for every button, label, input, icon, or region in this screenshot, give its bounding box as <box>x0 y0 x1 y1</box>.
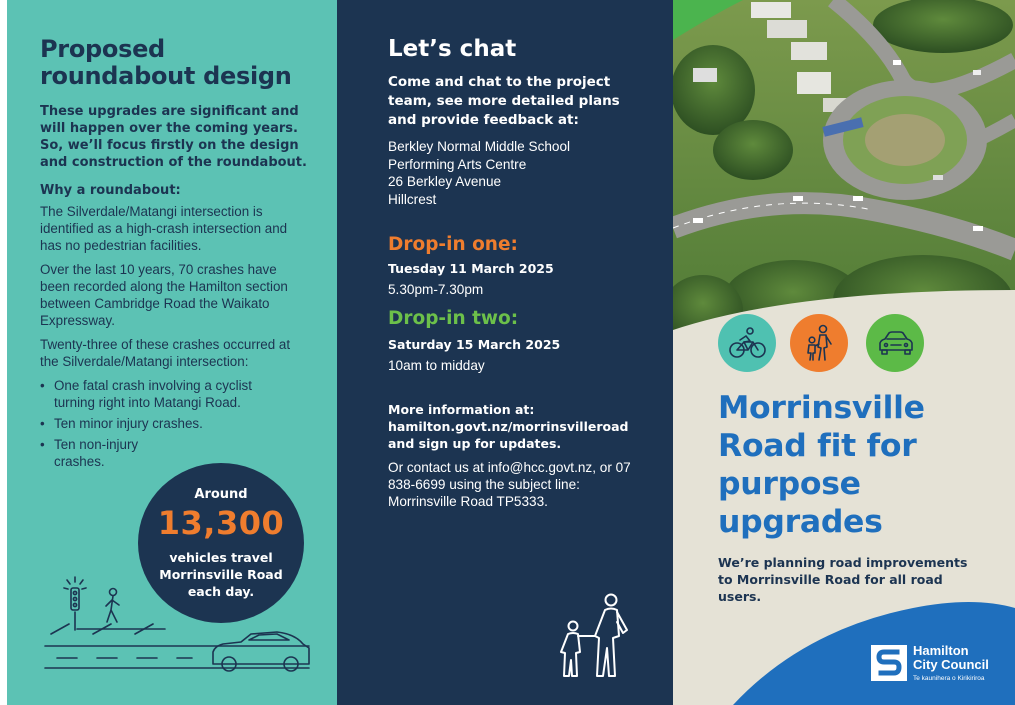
drop-in-two-title: Drop-in two: <box>388 308 519 329</box>
pedestrian-crossing-traffic-light-car-icon <box>37 572 317 682</box>
panel-title: Let’s chat <box>388 36 517 62</box>
panel-title <box>40 36 330 90</box>
title-line-1: Proposed <box>40 35 165 63</box>
stat-top-text: Around <box>194 487 248 502</box>
logo-line-2: City Council <box>913 657 989 672</box>
logo-line-3: Te kaunihera o Kirikiriroa <box>913 675 985 682</box>
address-line: Hillcrest <box>388 191 437 207</box>
list-item: • Ten non-injury crashes. <box>40 436 154 470</box>
stat-number: 13,300 <box>157 504 285 542</box>
venue-address <box>388 138 648 208</box>
stat-bottom-text: vehicles travel Morrinsville Road each day. <box>159 550 283 599</box>
drop-in-two-date: Saturday 15 March 2025 <box>388 337 561 352</box>
car-icon <box>866 314 924 372</box>
list-item: • Ten minor injury crashes. <box>40 415 270 432</box>
address-line: Performing Arts Centre <box>388 156 527 172</box>
crash-list <box>40 377 270 474</box>
roundabout-design-panel <box>7 0 337 705</box>
drop-in-one-time: 5.30pm-7.30pm <box>388 282 484 297</box>
title-line-2: roundabout design <box>40 62 292 90</box>
drop-in-two-time: 10am to midday <box>388 358 485 373</box>
paragraph-crashes: Over the last 10 years, 70 crashes have been recorded along the Hamilton section between Cambridge Road the Waikato Expressway. <box>40 262 288 328</box>
list-item: • One fatal crash involving a cyclist turning right into Matangi Road. <box>40 377 270 411</box>
address-line: 26 Berkley Avenue <box>388 174 502 189</box>
council-mark-icon <box>871 645 907 681</box>
paragraph-intersection-crashes: Twenty-three of these crashes occurred at the Silverdale/Matangi intersection: <box>40 337 291 369</box>
pedestrians-icon <box>790 314 848 372</box>
cover-panel <box>673 0 1015 705</box>
logo-line-1: Hamilton <box>913 643 969 658</box>
lets-chat-panel <box>337 0 673 705</box>
cover-subtitle: We’re planning road improvements to Morrinsville Road for all road users. <box>718 555 968 604</box>
drop-in-one-date: Tuesday 11 March 2025 <box>388 261 554 276</box>
why-heading: Why a roundabout: <box>40 183 181 198</box>
contact-text: Or contact us at info@hcc.govt.nz, or 07 838-6699 using the subject line: Morrinsville Road TP5333. <box>388 460 631 509</box>
hamilton-city-council-logo-icon <box>871 643 1001 689</box>
drop-in-one-title: Drop-in one: <box>388 234 518 255</box>
roundabout-aerial-render-image <box>673 0 1015 345</box>
cyclist-icon <box>718 314 776 372</box>
lead-text: Come and chat to the project team, see more detailed plans and provide feedback at: <box>388 74 620 128</box>
lead-text: These upgrades are significant and will happen over the coming years. So, we’ll focus firstly on the design and construction of the roundabout. <box>40 104 307 170</box>
cover-title: Morrinsville Road fit for purpose upgrades <box>718 390 925 540</box>
more-info-text: More information at: hamilton.govt.nz/morrinsvilleroad and sign up for updates. <box>388 402 629 451</box>
address-line: Berkley Normal Middle School <box>388 139 571 154</box>
paragraph-intersection: The Silverdale/Matangi intersection is identified as a high-crash intersection and has no pedestrian facilities. <box>40 204 288 253</box>
adult-child-walking-icon <box>555 590 633 680</box>
